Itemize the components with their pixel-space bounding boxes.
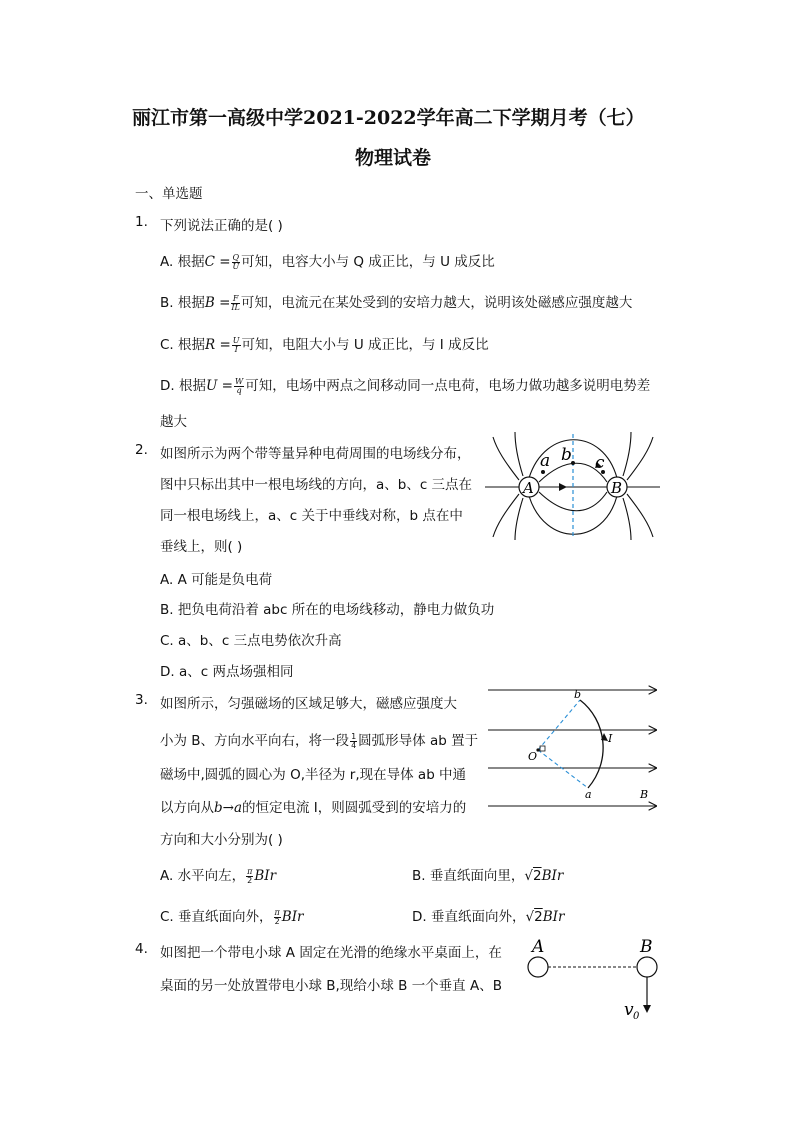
question-number: 2. [135, 442, 148, 458]
line-segment: 小为 B、方向水平向右，将一段 [160, 733, 350, 749]
point-b-label: b [561, 445, 572, 465]
formula-lhs: U = [205, 378, 233, 394]
question-line [160, 729, 478, 750]
option-tail: BIr [281, 909, 304, 925]
question-line: 图中只标出其中一根电场线的方向，a、b、c 三点在 [160, 477, 473, 493]
sqrt-radicand: 2 [534, 909, 543, 925]
fraction-denominator: I [234, 344, 238, 354]
question-line: 如图所示为两个带等量异种电荷周围的电场线分布， [160, 446, 471, 462]
formula-lhs: R = [205, 337, 231, 353]
question-line: 垂线上，则( ) [160, 539, 243, 555]
question-line: 如图所示，匀强磁场的区域足够大，磁感应强度大 [160, 696, 457, 712]
option-tail: BIr [541, 868, 564, 884]
option-text: 可知，电场中两点之间移动同一点电荷，电场力做功越多说明电势差 [245, 378, 651, 394]
formula-fraction [232, 254, 241, 271]
sqrt-sign: √ [524, 868, 533, 884]
formula-lhs: C = [204, 254, 231, 270]
question-number: 4. [135, 941, 148, 957]
question-line: 磁场中,圆弧的圆心为 O,半径为 r,现在导体 ab 中通 [160, 767, 467, 783]
fraction-numerator: W [234, 376, 244, 386]
fraction-numerator: π [247, 866, 253, 876]
page-subtitle: 物理试卷 [355, 147, 432, 169]
option-text: 可知，电阻大小与 U 成正比，与 I 成反比 [241, 337, 489, 353]
fraction-denominator: q [236, 385, 242, 395]
pi-fraction [274, 909, 281, 926]
option-b[interactable]: B. 把负电荷沿着 abc 所在的电场线移动，静电力做负功 [160, 602, 495, 618]
option-d[interactable]: D. a、c 两点场强相同 [160, 664, 294, 680]
formula-lhs: B = [204, 295, 231, 311]
point-a-label: a [585, 788, 592, 801]
option-prefix: C. 根据 [160, 337, 206, 353]
option-b[interactable] [412, 864, 563, 884]
electric-field-figure [485, 432, 660, 540]
option-b[interactable] [160, 291, 632, 312]
page-title: 丽江市第一高级中学2021-2022学年高二下学期月考（七） [132, 107, 645, 129]
option-c[interactable] [160, 333, 489, 354]
magnetic-field-figure [488, 680, 660, 815]
line-segment: 的恒定电流 I，则圆弧受到的安培力的 [242, 800, 467, 816]
option-label: D. 垂直纸面向外， [412, 909, 526, 925]
point-a-label: a [540, 451, 551, 471]
question-line: 方向和大小分别为( ) [160, 832, 283, 848]
question-stem: 下列说法正确的是( ) [160, 218, 283, 234]
formula-fraction [231, 295, 239, 312]
sqrt-sign: √ [525, 909, 535, 925]
fraction-numerator: F [232, 293, 239, 303]
option-tail: BIr [542, 909, 565, 925]
center-o-label: O [528, 750, 538, 763]
option-a[interactable]: A. A 可能是负电荷 [160, 572, 273, 588]
current-direction: b→a [214, 800, 243, 816]
question-number: 3. [135, 692, 148, 708]
option-d[interactable] [412, 905, 564, 925]
line-segment: 圆弧形导体 ab 置于 [358, 733, 479, 749]
question-line: 如图把一个带电小球 A 固定在光滑的绝缘水平桌面上，在 [160, 945, 502, 961]
option-d-continuation: 越大 [160, 414, 187, 430]
option-text: 可知，电流元在某处受到的安培力越大，说明该处磁感应强度越大 [240, 295, 633, 311]
charge-b-label: B [611, 479, 623, 497]
charged-balls-figure [520, 935, 665, 1025]
ball-b-label: B [640, 937, 653, 957]
sqrt-radicand: 2 [532, 868, 542, 884]
velocity-subscript: 0 [633, 1011, 640, 1022]
fraction-denominator: 2 [274, 916, 280, 926]
option-label: B. 垂直纸面向里， [412, 868, 525, 884]
fraction-numerator: π [274, 907, 280, 917]
fraction-denominator: 2 [247, 875, 253, 885]
point-b-label: b [574, 688, 582, 701]
question-line: 同一根电场线上，a、c 关于中垂线对称，b 点在中 [160, 508, 463, 524]
option-a[interactable] [160, 864, 276, 885]
quarter-fraction [350, 733, 357, 750]
option-c[interactable] [160, 905, 304, 926]
formula-fraction [234, 378, 244, 395]
option-text: 可知，电容大小与 Q 成正比，与 U 成反比 [241, 254, 495, 270]
fraction-denominator: IL [231, 302, 240, 312]
fraction-numerator: 1 [351, 731, 357, 741]
ball-a-label: A [532, 937, 545, 957]
option-c[interactable]: C. a、b、c 三点电势依次升高 [160, 633, 342, 649]
question-line: 桌面的另一处放置带电小球 B,现给小球 B 一个垂直 A、B [160, 978, 502, 994]
option-prefix: D. 根据 [160, 378, 206, 394]
line-segment: 以方向从 [160, 800, 214, 816]
question-line [160, 796, 466, 816]
section-heading: 一、单选题 [135, 186, 203, 202]
option-prefix: B. 根据 [160, 295, 205, 311]
option-prefix: A. 根据 [160, 254, 205, 270]
fraction-numerator: Q [232, 252, 240, 262]
option-d[interactable] [160, 374, 650, 395]
fraction-numerator: U [232, 335, 240, 345]
charge-a-label: A [523, 479, 534, 497]
fraction-denominator: U [232, 261, 240, 271]
fraction-denominator: 4 [351, 740, 357, 750]
current-label: I [608, 732, 613, 745]
option-label: A. 水平向左， [160, 868, 246, 884]
option-label: C. 垂直纸面向外， [160, 909, 273, 925]
field-b-label: B [640, 788, 649, 801]
option-tail: BIr [254, 868, 277, 884]
question-number: 1. [135, 214, 148, 230]
point-c-label: c [595, 453, 605, 473]
formula-fraction [232, 337, 241, 354]
velocity-label: v [624, 1000, 634, 1020]
pi-fraction [246, 868, 253, 885]
option-a[interactable] [160, 250, 495, 271]
